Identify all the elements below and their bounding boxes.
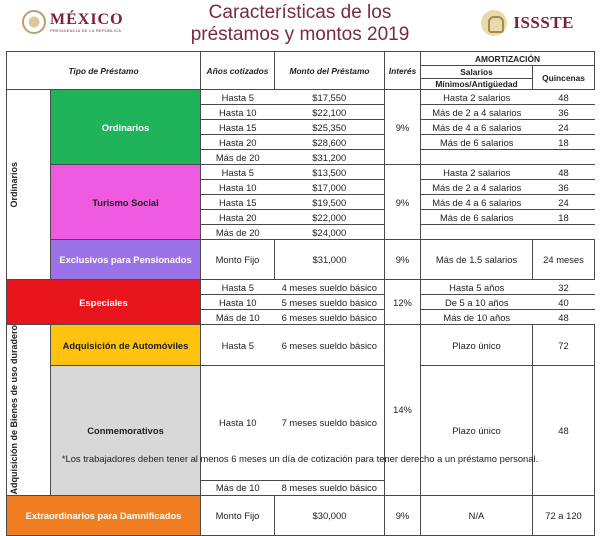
loan-type-pensionados: Exclusivos para Pensionados [51, 240, 201, 280]
col-interes: Interés [385, 52, 421, 90]
table-row [7, 495, 595, 535]
quincenas-cell: 48 [533, 165, 595, 180]
monto-cell: $22,000 [275, 210, 385, 225]
interes-turismo: 9% [385, 165, 421, 240]
salarios-cell: Más de 1.5 salarios [421, 240, 533, 280]
col-salarios: Salarios [421, 66, 533, 79]
col-anos: Años cotizados [201, 52, 275, 90]
table-row [7, 325, 595, 366]
quincenas-cell: 48 [533, 90, 595, 105]
salarios-cell [421, 225, 533, 240]
monto-cell: $31,000 [275, 240, 385, 280]
salarios-cell: Más de 6 salarios [421, 135, 533, 150]
monto-cell: $28,600 [275, 135, 385, 150]
title-line-2: préstamos y montos 2019 [190, 24, 410, 45]
issste-logo-title: ISSSTE [513, 13, 574, 32]
anos-cell: Hasta 15 [201, 195, 275, 210]
salarios-cell: Más de 10 años [421, 310, 533, 325]
anos-cell: Hasta 5 [201, 325, 275, 366]
monto-cell: $19,500 [275, 195, 385, 210]
monto-cell: 7 meses sueldo básico [275, 366, 385, 481]
interes-ordinarios: 9% [385, 90, 421, 165]
monto-cell: 8 meses sueldo básico [275, 480, 385, 495]
table-row [7, 165, 595, 180]
monto-cell: 6 meses sueldo básico [275, 310, 385, 325]
monto-cell: $31,200 [275, 150, 385, 165]
title-line-1: Características de los [208, 2, 392, 23]
anos-cell: Hasta 15 [201, 120, 275, 135]
header-row-1 [7, 52, 595, 66]
quincenas-cell: 48 [533, 310, 595, 325]
quincenas-cell [533, 225, 595, 240]
salarios-cell: Plazo único [421, 325, 533, 366]
anos-cell: Hasta 10 [201, 180, 275, 195]
salarios-cell [421, 150, 533, 165]
monto-cell: $24,000 [275, 225, 385, 240]
group-adquisicion [7, 325, 51, 496]
quincenas-cell [533, 150, 595, 165]
loan-type-automoviles: Adquisición de Automóviles [51, 325, 201, 366]
salarios-cell: N/A [421, 495, 533, 535]
loan-type-conmemorativos: Conmemorativos [51, 366, 201, 496]
quincenas-cell: 48 [533, 366, 595, 496]
salarios-cell: Más de 4 a 6 salarios [421, 120, 533, 135]
quincenas-cell: 18 [533, 135, 595, 150]
interes-pensionados: 9% [385, 240, 421, 280]
quincenas-cell: 32 [533, 280, 595, 295]
quincenas-cell: 18 [533, 210, 595, 225]
anos-cell: Hasta 10 [201, 366, 275, 481]
table-row [7, 240, 595, 280]
interes-especiales: 12% [385, 280, 421, 325]
salarios-cell: Plazo único [421, 366, 533, 496]
salarios-cell: De 5 a 10 años [421, 295, 533, 310]
loan-type-damnificados: Extraordinarios para Damnificados [7, 495, 201, 535]
salarios-cell: Más de 2 a 4 salarios [421, 105, 533, 120]
salarios-cell: Hasta 2 salarios [421, 90, 533, 105]
mexico-logo [22, 10, 124, 34]
anos-cell: Monto Fijo [201, 240, 275, 280]
page-header [0, 0, 600, 48]
loan-type-especiales: Especiales [7, 280, 201, 325]
quincenas-cell: 36 [533, 180, 595, 195]
issste-logo [481, 10, 574, 36]
anos-cell: Hasta 20 [201, 135, 275, 150]
monto-cell: 4 meses sueldo básico [275, 280, 385, 295]
anos-cell: Más de 20 [201, 225, 275, 240]
salarios-cell: Más de 2 a 4 salarios [421, 180, 533, 195]
quincenas-cell: 72 a 120 [533, 495, 595, 535]
table-row [7, 280, 595, 295]
col-monto: Monto del Préstamo [275, 52, 385, 90]
anos-cell: Más de 10 [201, 480, 275, 495]
monto-cell: $17,000 [275, 180, 385, 195]
salarios-cell: Más de 4 a 6 salarios [421, 195, 533, 210]
quincenas-cell: 72 [533, 325, 595, 366]
monto-cell: $22,100 [275, 105, 385, 120]
quincenas-cell: 24 [533, 120, 595, 135]
anos-cell: Hasta 10 [201, 105, 275, 120]
monto-cell: $25,350 [275, 120, 385, 135]
col-tipo: Tipo de Préstamo [7, 52, 201, 90]
salarios-cell: Hasta 2 salarios [421, 165, 533, 180]
anos-cell: Monto Fijo [201, 495, 275, 535]
quincenas-cell: 24 [533, 195, 595, 210]
monto-cell: 6 meses sueldo básico [275, 325, 385, 366]
col-minimos: Mínimos/Antigüedad [421, 79, 533, 90]
group-ordinarios-label: Ordinarios [9, 161, 19, 208]
monto-cell: $30,000 [275, 495, 385, 535]
anos-cell: Hasta 5 [201, 280, 275, 295]
mexico-logo-subtitle: PRESIDENCIA DE LA REPÚBLICA [50, 27, 122, 33]
quincenas-cell: 36 [533, 105, 595, 120]
monto-cell: $17,550 [275, 90, 385, 105]
page-title [150, 2, 450, 46]
group-ordinarios [7, 90, 51, 280]
mexico-logo-title: MÉXICO [50, 10, 124, 28]
quincenas-cell: 40 [533, 295, 595, 310]
issste-emblem-icon [481, 10, 507, 36]
monto-cell: 5 meses sueldo básico [275, 295, 385, 310]
anos-cell: Hasta 10 [201, 295, 275, 310]
interes-adquisicion: 14% [385, 325, 421, 496]
loan-type-ordinarios: Ordinarios [51, 90, 201, 165]
loan-type-turismo-social: Turismo Social [51, 165, 201, 240]
anos-cell: Más de 10 [201, 310, 275, 325]
salarios-cell: Hasta 5 años [421, 280, 533, 295]
anos-cell: Hasta 5 [201, 165, 275, 180]
col-amortizacion: AMORTIZACIÓN [421, 52, 595, 66]
salarios-cell: Más de 6 salarios [421, 210, 533, 225]
anos-cell: Más de 20 [201, 150, 275, 165]
anos-cell: Hasta 20 [201, 210, 275, 225]
col-quincenas: Quincenas [533, 66, 595, 90]
anos-cell: Hasta 5 [201, 90, 275, 105]
interes-damnificados: 9% [385, 495, 421, 535]
table-row [7, 90, 595, 105]
footnote: *Los trabajadores deben tener al menos 6 meses un día de cotización para tener derecho a un préstamo personal. [61, 453, 539, 464]
monto-cell: $13,500 [275, 165, 385, 180]
national-seal-icon [22, 10, 46, 34]
group-adquisicion-label: Adquisición de Bienes de uso duradero [9, 325, 19, 495]
quincenas-cell: 24 meses [533, 240, 595, 280]
